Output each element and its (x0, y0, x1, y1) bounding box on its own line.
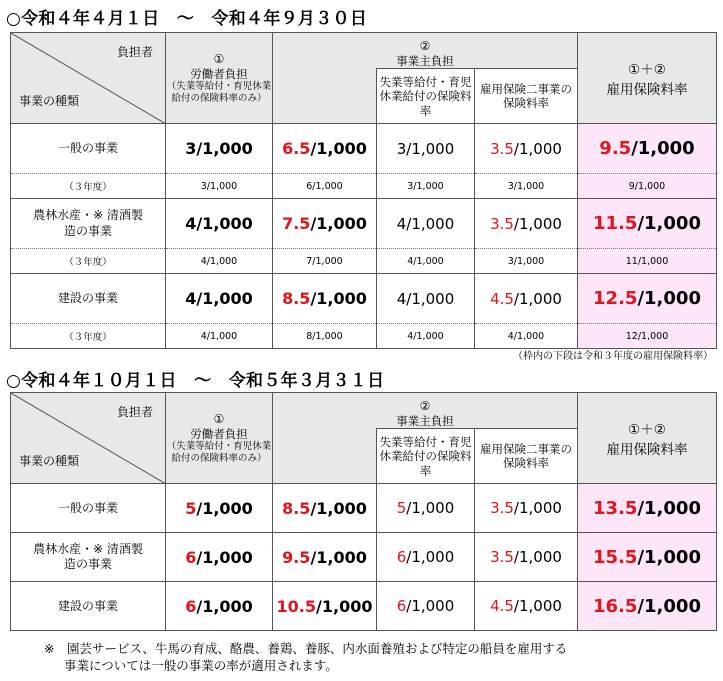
header-corner (11, 33, 166, 124)
footnote (44, 641, 567, 675)
table-row: 一般の事業 5/1,000 8.5/1,000 5/1,000 3.5/1,000 13.5/1,000 (11, 484, 717, 533)
table-row: 建設の事業 6/1,000 10.5/1,000 6/1,000 4.5/1,000 16.5/1,000 (11, 582, 717, 631)
section2-title: ○令和４年１０月１日 ～ 令和５年３月３１日 (6, 371, 385, 391)
sub1-header: 失業等給付・育児休業給付の保険料率 (377, 69, 475, 124)
table-row-prev: （３年度） 4/1,000 8/1,000 4/1,000 4/1,000 12/1,000 (11, 324, 717, 349)
worker-header: ① 労働者負担 （失業等給付・育児休業給付の保険料率のみ） (166, 33, 273, 124)
total-header: ①＋② 雇用保険料率 (578, 393, 717, 484)
employer-header: ② 事業主負担 (273, 393, 578, 429)
table-row: 農林水産・※ 清酒製造の事業 6/1,000 9.5/1,000 6/1,000 3.5/1,000 15.5/1,000 (11, 533, 717, 582)
table-row: 農林水産・※ 清酒製造の事業 4/1,000 7.5/1,000 4/1,000 3.5/1,000 11.5/1,000 (11, 199, 717, 249)
sub2-header: 雇用保険二事業の保険料率 (475, 429, 578, 484)
table-row: 一般の事業 3/1,000 6.5/1,000 3/1,000 3.5/1,000 9.5/1,000 (11, 124, 717, 174)
section1-title: ○令和４年４月１日 ～ 令和４年９月３０日 (6, 9, 368, 29)
table-row-prev: （３年度） 4/1,000 7/1,000 4/1,000 3/1,000 11/1,000 (11, 249, 717, 274)
rate-table-1 (10, 32, 717, 349)
footnote-line2: 事業については一般の事業の率が適用されます。 (64, 657, 338, 673)
footnote-mark: ※ (44, 641, 55, 656)
payer-label: 負担者 (116, 45, 153, 59)
header-corner (11, 393, 166, 484)
payer-label: 負担者 (116, 405, 153, 419)
table-note: （枠内の下段は令和３年度の雇用保険料率） (513, 351, 713, 362)
worker-header: ① 労働者負担 （失業等給付・育児休業給付の保険料率のみ） (166, 393, 273, 484)
rate-table-2 (10, 392, 717, 631)
footnote-line1: 園芸サービス、牛馬の育成、酪農、養鶏、養豚、内水面養殖および特定の船員を雇用する (67, 641, 568, 656)
table-row: 建設の事業 4/1,000 8.5/1,000 4/1,000 4.5/1,000 12.5/1,000 (11, 274, 717, 324)
sub1-header: 失業等給付・育児休業給付の保険料率 (377, 429, 475, 484)
kind-label: 事業の種類 (19, 454, 80, 469)
total-header: ①＋② 雇用保険料率 (578, 33, 717, 124)
kind-label: 事業の種類 (19, 94, 80, 109)
table-row-prev: （３年度） 3/1,000 6/1,000 3/1,000 3/1,000 9/1,000 (11, 174, 717, 199)
sub2-header: 雇用保険二事業の保険料率 (475, 69, 578, 124)
employer-header: ② 事業主負担 (273, 33, 578, 69)
